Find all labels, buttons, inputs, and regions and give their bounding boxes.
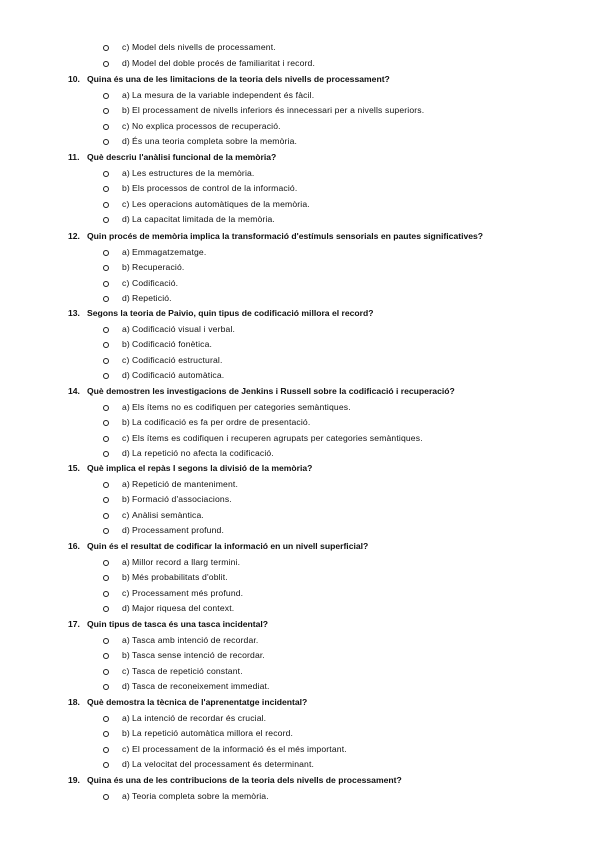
question-text: Segons la teoria de Paivio, quin tipus de codificació millora el record? (87, 308, 374, 318)
option-letter: c) (122, 743, 130, 754)
hollow-bullet-icon (103, 108, 109, 114)
hollow-bullet-icon (103, 794, 109, 800)
question-block-16 (0, 539, 600, 617)
option-item (0, 570, 600, 586)
question-number: 11. (68, 152, 80, 162)
hollow-bullet-icon (103, 420, 109, 426)
question-number: 19. (68, 775, 80, 785)
option-letter: b) (122, 494, 130, 504)
option-text: Codificació estructural. (132, 354, 223, 365)
question-heading (0, 539, 600, 555)
hollow-bullet-icon (103, 342, 109, 348)
option-letter: b) (122, 183, 130, 193)
hollow-bullet-icon (103, 139, 109, 145)
option-letter: c) (122, 665, 130, 676)
option-item (0, 633, 600, 649)
question-heading (0, 306, 600, 322)
hollow-bullet-icon (103, 482, 109, 488)
option-letter: d) (122, 448, 130, 458)
hollow-bullet-icon (103, 186, 109, 192)
option-item (0, 477, 600, 493)
option-letter: b) (122, 105, 130, 115)
option-letter: d) (122, 214, 130, 224)
question-number: 17. (68, 619, 80, 629)
option-text: Tasca de reconeixement immediat. (132, 681, 270, 691)
option-letter: a) (122, 634, 130, 645)
option-item (0, 601, 600, 617)
option-item (0, 181, 600, 197)
option-text: Tasca de repetició constant. (132, 665, 243, 676)
option-text: Els processos de control de la informació. (132, 183, 298, 193)
option-item (0, 431, 600, 447)
option-letter: d) (122, 293, 130, 303)
hollow-bullet-icon (103, 731, 109, 737)
option-item (0, 555, 600, 571)
option-text: Processament més profund. (132, 587, 244, 598)
option-letter: c) (122, 432, 130, 443)
option-letter: b) (122, 728, 130, 738)
option-item (0, 197, 600, 213)
option-item (0, 40, 600, 56)
hollow-bullet-icon (103, 217, 109, 223)
option-item (0, 508, 600, 524)
question-heading (0, 229, 600, 245)
hollow-bullet-icon (103, 451, 109, 457)
question-number: 16. (68, 541, 80, 551)
hollow-bullet-icon (103, 606, 109, 612)
question-heading (0, 617, 600, 633)
option-text: La intenció de recordar és crucial. (132, 712, 267, 723)
option-item (0, 212, 600, 228)
option-text: Model dels nivells de processament. (132, 42, 276, 52)
hollow-bullet-icon (103, 61, 109, 67)
hollow-bullet-icon (103, 281, 109, 287)
option-text: Emmagatzematge. (132, 246, 207, 257)
option-letter: c) (122, 354, 130, 365)
hollow-bullet-icon (103, 684, 109, 690)
option-text: Repetició de manteniment. (132, 478, 238, 489)
option-item (0, 245, 600, 261)
option-letter: c) (122, 277, 130, 288)
hollow-bullet-icon (103, 250, 109, 256)
option-text: No explica processos de recuperació. (132, 120, 281, 131)
question-number: 14. (68, 386, 80, 396)
option-letter: a) (122, 478, 130, 489)
previous-question-options (0, 40, 600, 71)
question-heading (0, 150, 600, 166)
option-letter: c) (122, 120, 130, 131)
question-text: Què descriu l'anàlisi funcional de la memòria? (87, 152, 277, 162)
hollow-bullet-icon (103, 528, 109, 534)
question-text: Què implica el repàs I segons la divisió de la memòria? (87, 463, 313, 473)
question-block-17 (0, 617, 600, 695)
hollow-bullet-icon (103, 716, 109, 722)
question-text: Què demostra la tècnica de l'aprenentatge incidental? (87, 697, 308, 707)
option-letter: a) (122, 323, 130, 334)
question-text: Què demostren les investigacions de Jenkins i Russell sobre la codificació i recuperació? (87, 386, 455, 396)
option-item (0, 337, 600, 353)
option-item (0, 291, 600, 307)
option-item (0, 711, 600, 727)
hollow-bullet-icon (103, 171, 109, 177)
hollow-bullet-icon (103, 638, 109, 644)
option-item (0, 260, 600, 276)
option-item (0, 88, 600, 104)
option-item (0, 492, 600, 508)
option-letter: a) (122, 246, 130, 257)
option-item (0, 789, 600, 805)
option-text: Repetició. (132, 293, 172, 303)
option-item (0, 119, 600, 135)
option-item (0, 368, 600, 384)
option-item (0, 56, 600, 72)
hollow-bullet-icon (103, 405, 109, 411)
question-number: 10. (68, 74, 80, 84)
question-number: 13. (68, 308, 80, 318)
option-letter: b) (122, 572, 130, 582)
option-letter: d) (122, 57, 130, 68)
option-text: Codificació visual i verbal. (132, 323, 236, 334)
option-letter: d) (122, 603, 130, 613)
hollow-bullet-icon (103, 124, 109, 130)
option-letter: a) (122, 167, 130, 178)
option-letter: d) (122, 759, 130, 769)
option-text: La velocitat del processament és determinant. (132, 759, 315, 769)
question-block-15 (0, 461, 600, 539)
option-text: Recuperació. (132, 262, 185, 272)
question-heading (0, 461, 600, 477)
option-item (0, 586, 600, 602)
option-text: Processament profund. (132, 525, 224, 535)
option-item (0, 664, 600, 680)
option-item (0, 523, 600, 539)
hollow-bullet-icon (103, 575, 109, 581)
option-text: La repetició automàtica millora el record. (132, 728, 294, 738)
option-item (0, 166, 600, 182)
question-block-12 (0, 229, 600, 307)
hollow-bullet-icon (103, 762, 109, 768)
option-text: Major riquesa del context. (132, 603, 235, 613)
hollow-bullet-icon (103, 669, 109, 675)
option-item (0, 322, 600, 338)
option-letter: d) (122, 681, 130, 691)
option-letter: a) (122, 790, 130, 801)
question-text: Quina és una de les contribucions de la teoria dels nivells de processament? (87, 775, 402, 785)
question-block-19 (0, 773, 600, 804)
option-text: Els ítems es codifiquen i recuperen agrupats per categories semàntiques. (132, 432, 423, 443)
hollow-bullet-icon (103, 296, 109, 302)
option-item (0, 679, 600, 695)
option-text: Tasca sense intenció de recordar. (132, 650, 265, 660)
hollow-bullet-icon (103, 327, 109, 333)
option-item (0, 446, 600, 462)
hollow-bullet-icon (103, 436, 109, 442)
option-letter: c) (122, 587, 130, 598)
option-letter: b) (122, 262, 130, 272)
option-letter: a) (122, 89, 130, 100)
question-block-14 (0, 384, 600, 462)
option-text: Més probabilitats d'oblit. (132, 572, 228, 582)
hollow-bullet-icon (103, 497, 109, 503)
option-text: El processament de nivells inferiors és innecessari per a nivells superiors. (132, 105, 425, 115)
question-number: 12. (68, 231, 80, 241)
hollow-bullet-icon (103, 373, 109, 379)
question-heading (0, 773, 600, 789)
option-text: La repetició no afecta la codificació. (132, 448, 274, 458)
option-item (0, 353, 600, 369)
option-letter: b) (122, 417, 130, 427)
question-block-13 (0, 306, 600, 384)
option-item (0, 415, 600, 431)
option-text: Millor record a llarg termini. (132, 556, 241, 567)
option-text: La capacitat limitada de la memòria. (132, 214, 275, 224)
option-item (0, 648, 600, 664)
option-letter: c) (122, 42, 130, 52)
option-item (0, 103, 600, 119)
option-letter: d) (122, 136, 130, 146)
question-text: Quin procés de memòria implica la transformació d'estímuls sensorials en pautes significatives? (87, 231, 484, 241)
option-item (0, 134, 600, 150)
hollow-bullet-icon (103, 653, 109, 659)
option-text: Les estructures de la memòria. (132, 167, 255, 178)
option-letter: d) (122, 525, 130, 535)
hollow-bullet-icon (103, 358, 109, 364)
hollow-bullet-icon (103, 93, 109, 99)
option-text: És una teoria completa sobre la memòria. (132, 136, 298, 146)
option-text: La mesura de la variable independent és fàcil. (132, 89, 315, 100)
hollow-bullet-icon (103, 513, 109, 519)
hollow-bullet-icon (103, 747, 109, 753)
question-text: Quin tipus de tasca és una tasca incidental? (87, 619, 268, 629)
option-text: La codificació es fa per ordre de presentació. (132, 417, 311, 427)
question-text: Quina és una de les limitacions de la teoria dels nivells de processament? (87, 74, 390, 84)
option-text: El processament de la informació és el més important. (132, 743, 347, 754)
option-text: Anàlisi semàntica. (132, 509, 204, 520)
hollow-bullet-icon (103, 591, 109, 597)
option-text: Codificació automàtica. (132, 370, 225, 380)
option-letter: c) (122, 509, 130, 520)
question-heading (0, 72, 600, 88)
option-text: Codificació fonètica. (132, 339, 213, 349)
option-text: Formació d'associacions. (132, 494, 232, 504)
option-letter: a) (122, 401, 130, 412)
option-letter: b) (122, 650, 130, 660)
option-letter: d) (122, 370, 130, 380)
option-letter: a) (122, 712, 130, 723)
option-letter: b) (122, 339, 130, 349)
hollow-bullet-icon (103, 45, 109, 51)
option-item (0, 726, 600, 742)
option-text: Model del doble procés de familiaritat i record. (132, 57, 315, 68)
option-item (0, 757, 600, 773)
hollow-bullet-icon (103, 560, 109, 566)
hollow-bullet-icon (103, 265, 109, 271)
question-text: Quin és el resultat de codificar la informació en un nivell superficial? (87, 541, 369, 551)
question-number: 18. (68, 697, 80, 707)
question-heading (0, 384, 600, 400)
question-block-11 (0, 150, 600, 228)
question-block-18 (0, 695, 600, 773)
hollow-bullet-icon (103, 202, 109, 208)
option-letter: a) (122, 556, 130, 567)
option-text: Tasca amb intenció de recordar. (132, 634, 259, 645)
question-heading (0, 695, 600, 711)
option-text: Teoria completa sobre la memòria. (132, 790, 269, 801)
option-text: Els ítems no es codifiquen per categories semàntiques. (132, 401, 351, 412)
option-item (0, 400, 600, 416)
option-text: Les operacions automàtiques de la memòria. (132, 198, 310, 209)
question-number: 15. (68, 463, 80, 473)
option-text: Codificació. (132, 277, 179, 288)
option-item (0, 276, 600, 292)
question-block-10 (0, 72, 600, 150)
option-letter: c) (122, 198, 130, 209)
option-item (0, 742, 600, 758)
